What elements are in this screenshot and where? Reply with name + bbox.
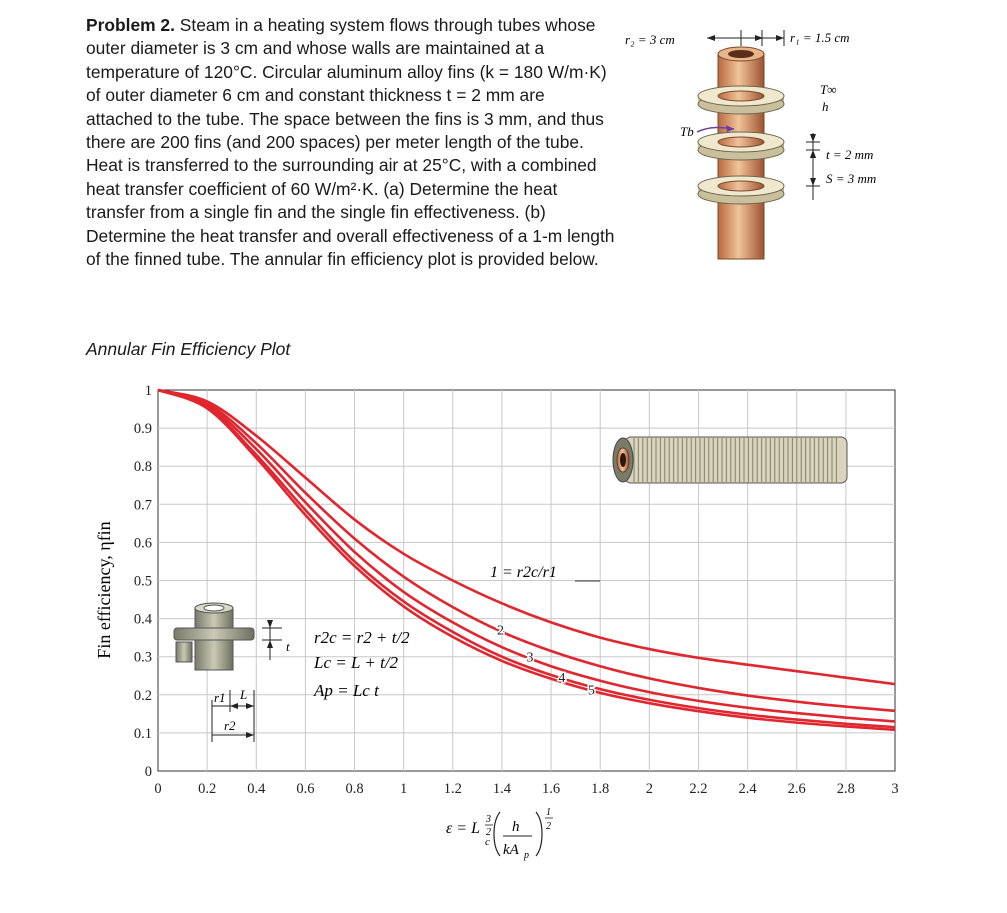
problem-text: Steam in a heating system flows through tubes whose outer diameter is 3 cm and whose walls are maintained at a temperature of 120°C. Circular aluminum alloy fins (k = 180 W/m·K) of outer diameter 6 cm and constant thickness t = 2 mm are attached to the tube. The space between the fins is 3 mm, and thus there are 200 fins (and 200 spaces) per meter length of the tube. Heat is transferred to the surrounding air at 25°C, with a combined heat transfer coefficient of 60 W/m²·K. (a) Determine the heat transfer from a single fin and the single fin effectiveness. (b) Determine the heat transfer and overall effectiveness of a 1-m length of the finned tube. The annular fin efficiency plot is provided below. xyxy=(86,15,615,270)
fin-3 xyxy=(698,176,784,204)
x-tick-labels xyxy=(154,781,898,797)
plot-title: Annular Fin Efficiency Plot xyxy=(86,339,291,359)
curve-label-3: 3 xyxy=(526,650,534,666)
y-tick-label: 0.5 xyxy=(133,573,152,590)
ratio-annotation: 1 = r2c/r1 xyxy=(490,564,557,581)
x-tick-label: 0.4 xyxy=(247,781,266,797)
y-tick-label: 0.4 xyxy=(133,611,152,628)
inset-r2-label: r2 xyxy=(224,718,236,733)
y-axis-label: Fin efficiency, ηfin xyxy=(94,521,114,659)
y-tick-label: 0.6 xyxy=(133,535,152,552)
svg-text:2: 2 xyxy=(546,821,551,832)
x-tick-label: 1.2 xyxy=(443,781,462,797)
inset-eq-ap: Ap = Lc t xyxy=(314,681,379,700)
y-tick-label: 0.3 xyxy=(133,649,152,666)
x-tick-label: 0.6 xyxy=(296,781,315,797)
x-tick-label: 0.8 xyxy=(345,781,364,797)
x-tick-label: 1 xyxy=(400,781,408,797)
inset-eq-r2c: r2c = r2 + t/2 xyxy=(314,628,410,647)
tb-label: Tb xyxy=(680,124,694,139)
y-tick-label: 0.7 xyxy=(133,497,152,514)
y-tick-label: 0.2 xyxy=(133,687,152,704)
s-label: S = 3 mm xyxy=(826,171,877,186)
svg-text:ε = L: ε = L xyxy=(446,820,480,837)
fin-2 xyxy=(698,132,784,160)
x-tick-label: 1.6 xyxy=(542,781,561,797)
y-tick-label: 0.8 xyxy=(133,459,152,476)
svg-text:p: p xyxy=(524,850,529,861)
h-label: h xyxy=(822,99,829,114)
svg-text:3: 3 xyxy=(486,814,491,825)
t-inf-label: T∞ xyxy=(820,82,837,97)
curve-label-2: 2 xyxy=(497,623,505,639)
svg-text:c: c xyxy=(485,836,490,848)
x-tick-label: 0.2 xyxy=(198,781,217,797)
x-tick-label: 3 xyxy=(891,781,899,797)
problem-label: Problem 2. xyxy=(86,15,175,35)
x-tick-label: 2.2 xyxy=(689,781,708,797)
inset-l-label: L xyxy=(240,687,248,702)
y-tick-label: 0.1 xyxy=(133,725,152,742)
t-label: t = 2 mm xyxy=(826,147,874,162)
x-tick-label: 1.4 xyxy=(492,781,511,797)
fin-1 xyxy=(698,86,784,114)
y-tick-label: 0.9 xyxy=(133,421,152,438)
x-tick-label: 2.4 xyxy=(738,781,757,797)
r1-label: r₁ = 1.5 cm xyxy=(790,30,850,45)
curve-label-4: 4 xyxy=(558,671,566,687)
svg-text:kA: kA xyxy=(503,842,519,858)
x-tick-label: 1.8 xyxy=(591,781,610,797)
curve-label-5: 5 xyxy=(587,683,595,699)
svg-text:h: h xyxy=(512,819,520,835)
y-tick-label: 0 xyxy=(144,764,152,780)
svg-text:1: 1 xyxy=(546,807,551,818)
y-tick-labels xyxy=(134,383,153,780)
x-tick-label: 2.8 xyxy=(836,781,855,797)
inset-t-label: t xyxy=(286,639,290,654)
finned-tube-illustration xyxy=(613,437,847,483)
tube-bore xyxy=(728,50,754,58)
inset-eq-lc: Lc = L + t/2 xyxy=(314,653,399,672)
svg-text:2: 2 xyxy=(486,827,491,838)
finned-tube-diagram xyxy=(625,30,876,259)
y-tick-label: 1 xyxy=(144,383,152,399)
inset-r1-label: r1 xyxy=(214,690,226,705)
x-axis-formula xyxy=(446,807,553,861)
x-tick-label: 0 xyxy=(154,781,162,797)
r2-label: r₂ = 3 cm xyxy=(625,32,675,47)
x-tick-label: 2.6 xyxy=(787,781,806,797)
x-tick-label: 2 xyxy=(645,781,653,797)
